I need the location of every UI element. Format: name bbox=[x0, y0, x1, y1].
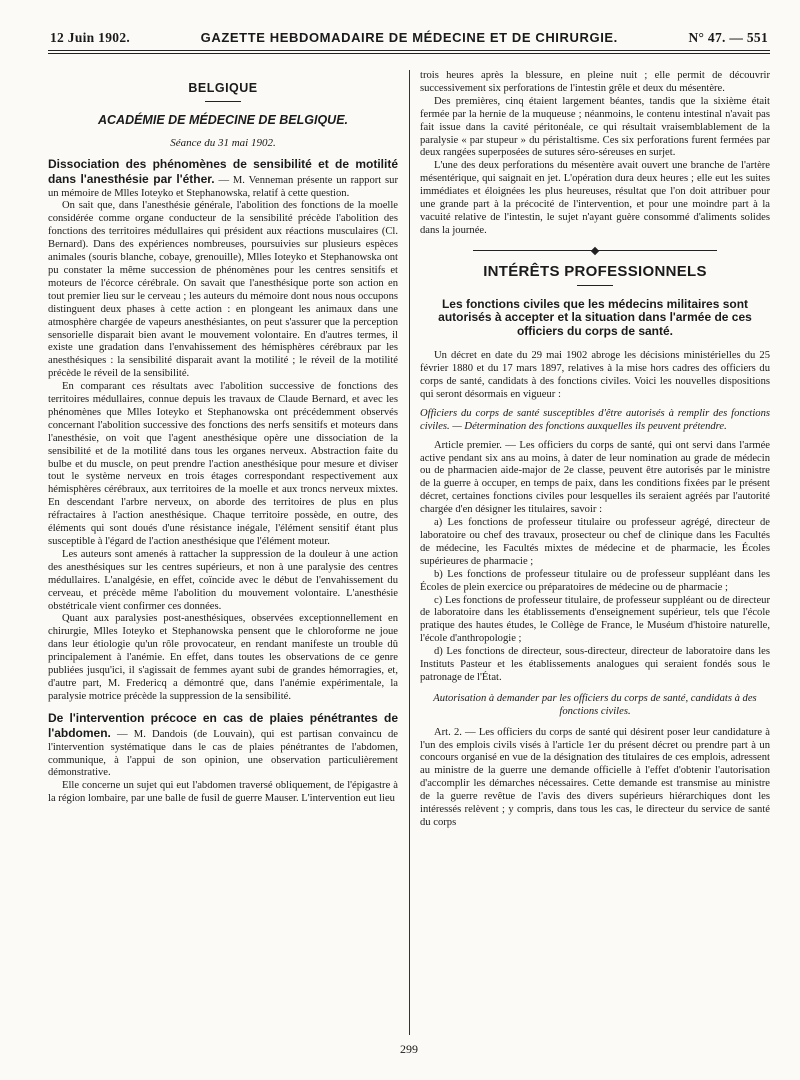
column-divider bbox=[409, 70, 410, 1035]
header-rule bbox=[48, 50, 770, 54]
academy-heading: ACADÉMIE DE MÉDECINE DE BELGIQUE. bbox=[97, 112, 349, 127]
paragraph: Les auteurs sont amenés à rattacher la suppression de la douleur à une action des anesthésiques sur les centres supérieurs, et non à une paralysie des centres médullaires. L'analgésie, en effet, coïncide avec le début de l'envahissement du cerveau, et précède même l'abolition du mouvement volontaire. L'anesthésie obstétricale vient confirmer ces données. bbox=[48, 548, 398, 612]
article2-intro bbox=[48, 712, 398, 781]
left-column bbox=[48, 70, 398, 1038]
paragraph: Article premier. — Les officiers du corps de santé, qui ont servi dans l'armée active pendant six ans au moins, à dater de leur nomination au grade de médecin ou de pharmacien aide-major de 2e classe, peuvent être autorisés par le ministre de la guerre à occuper, en temps de paix, dans les conditions fixées par le présent décret, certaines fonctions civiles pour lesquelles ils seraient agréés par l'autorité chargée d'en désigner les titulaires, savoir : bbox=[420, 439, 770, 516]
list-item: d) Les fonctions de directeur, sous-directeur, directeur de laboratoire dans les Instituts Pasteur et les établissements analogues qui seraient fondés sous le patronage de l'État. bbox=[420, 646, 770, 683]
right-column bbox=[420, 70, 770, 1038]
header-issue-page: N° 47. — 551 bbox=[688, 30, 768, 45]
article-headline: Les fonctions civiles que les médecins militaires sont autorisés à accepter et la situation dans l'armée de ces officiers du corps de santé. bbox=[438, 296, 752, 338]
divider bbox=[205, 101, 241, 102]
paragraph: En comparant ces résultats avec l'abolition successive de fonctions des territoires médullaires, connue depuis les travaux de Claude Bernard, et avec les phénomènes que Mlles Ioteyko et Stephanowska ont précédemment observés concernant l'abolition successive des fonctions des nerfs sensitifs et moteurs dans l'anesthésie, on voit que l'agent anesthésique opère une dissociation de la sensibilité et de la motilité dans tous les organes nerveux. Abstraction faite du bulbe et du muscle, on peut prendre l'action anesthésique pour mesure et diviser tout le système nerveux en trois étages correspondant respectivement aux hémisphères cérébraux, aux territoires de la moelle et aux troncs nerveux mixtes. En descendant l'arbre nerveux, on aborde des territoires de plus en plus réfractaires à l'action anesthésique. Chaque territoire possède, en outre, des éléments qui sont doués d'une résistance inégale, l'élément sensitif étant plus susceptible à l'égard de l'action anesthésique que l'élément moteur. bbox=[48, 381, 398, 547]
columns bbox=[48, 70, 770, 1038]
newspaper-page bbox=[48, 30, 770, 1070]
paragraph: Un décret en date du 29 mai 1902 abroge les décisions ministérielles du 25 février 1880 et du 17 mars 1897, relatives à la mise hors cadres des officiers du corps de santé, candidats à des fonctions civiles. Voici les nouvelles dispositions qui seront désormais en vigueur : bbox=[420, 350, 770, 400]
article1-lead: — M. Venneman présente un rapport sur un mémoire de Mlles Ioteyko et Stephanowska, relatif à cette question. bbox=[48, 174, 398, 199]
subheading: Autorisation à demander par les officiers du corps de santé, candidats à des fonctions civiles. bbox=[433, 692, 757, 717]
page-header bbox=[48, 30, 770, 50]
ornament-divider bbox=[420, 248, 770, 254]
list-item: c) Les fonctions de professeur titulaire, de professeur suppléant ou de directeur de laboratoire dans les établissements d'enseignement supérieur, tels que l'école pratique des hautes études, le Collège de France, le Muséum d'histoire naturelle, l'école d'anthropologie ; bbox=[420, 594, 770, 645]
article2-title: De l'intervention précoce en cas de plaies pénétrantes de l'abdomen. bbox=[48, 710, 398, 740]
seance-date: Séance du 31 mai 1902. bbox=[170, 136, 276, 149]
paragraph: Art. 2. — Les officiers du corps de santé qui désirent poser leur candidature à l'un des emplois civils visés à l'article 1er du présent décret ou prendre part à un concours organisé en vue de la désignation des titulaires de ces emplois, adressent au ministre de la guerre une demande officielle à l'effet d'obtenir l'autorisation d'accomplir les démarches nécessaires. Cette demande est transmise au ministre de la guerre revêtue de l'avis des divers supérieurs hiérarchiques dont les intéressés relèvent ; y compris, dans tous les cas, le directeur du service de santé du corps bbox=[420, 726, 770, 828]
article1-intro bbox=[48, 158, 398, 201]
paragraph: Des premières, cinq étaient largement béantes, tandis que la sixième était fermée par la hernie de la muqueuse ; néanmoins, le contenu intestinal n'avait pas fait issue dans la cavité péritonéale, ce qui résultait vraisemblablement de la paralysie « par stupeur » du péristaltisme. Ces six perforations furent fermées par deux rangées superposées de sutures séro-séreuses en surjet. bbox=[420, 95, 770, 159]
page-number: 299 bbox=[400, 1042, 418, 1056]
list-item: a) Les fonctions de professeur titulaire ou professeur agrégé, directeur de laboratoire ou chef des travaux, prosecteur ou chef de clinique dans les Facultés de médecine, les Facultés mixtes de médecine et de pharmacie, les Écoles supérieures de pharmacie ; bbox=[420, 517, 770, 567]
paragraph: Quant aux paralysies post-anesthésiques, observées exceptionnellement en chirurgie, Mlles Ioteyko et Stephanowska pensent que le chloroforme ne joue dans leur étiologie qu'un rôle provocateur, en rendant manifeste un trouble dû principalement à l'anémie. En effet, dans toutes les observations de ce genre publiées jusqu'ici, il s'agissait de femmes ayant subi de grandes hémorragies, et, d'autre part, M. Fredericq a démontré que, dans l'anémie expérimentale, la paralysie motrice précède la suppression de la sensibilité. bbox=[48, 613, 398, 702]
subheading: Officiers du corps de santé susceptibles d'être autorisés à remplir des fonctions civiles. — Détermination des fonctions auxquelles ils peuvent prétendre. bbox=[420, 407, 770, 432]
section-country: BELGIQUE bbox=[188, 81, 258, 95]
paragraph: On sait que, dans l'anesthésie générale, l'abolition des fonctions de la moelle considérée comme organe conducteur de la sensibilité précède l'abolition des fonctions des territoires médullaires qui président aux réactions musculaires (Cl. Bernard). Dans des expériences nombreuses, poursuivies sur plusieurs espèces animales (souris blanche, cobaye, grenouille), Mlles Ioteyko et Stephanowska ont pu constater la même succession de phénomènes pour les centres sensitifs et moteurs de l'écorce cérébrale. On savait que l'anesthésique porte son action en tout premier lieu sur le cerveau ; les auteurs du mémoire dont nous nous occupons distinguent deux phases à cette action : en plongeant les animaux dans une atmosphère chargée de vapeurs anesthésiantes, on peut s'assurer que la perception sensorielle disparait bien avant le mouvement volontaire. En d'autres termes, il existe une gradation dans l'envahissement des hémisphères cérébraux par les anesthésiques : la sensibilité disparait avant la motilité ; le réveil de la motilité précède le réveil de la sensibilité. bbox=[48, 200, 398, 380]
paragraph: trois heures après la blessure, en pleine nuit ; elle permit de découvrir successivement six perforations de l'intestin grêle et deux du mésentère. bbox=[420, 70, 770, 94]
header-date: 12 Juin 1902. bbox=[50, 30, 131, 45]
diamond-icon bbox=[591, 247, 599, 255]
paragraph: Elle concerne un sujet qui eut l'abdomen traversé obliquement, de l'épigastre à la région lombaire, par une balle de fusil de guerre Mauser. L'intervention eut lieu bbox=[48, 780, 398, 805]
divider bbox=[577, 285, 613, 286]
article2-lead: — M. Dandois (de Louvain), qui est partisan convaincu de l'intervention systématique dans le cas de plaies pénétrantes de l'abdomen, communique, à l'appui de son opinion, une observation particulièrement démonstrative. bbox=[48, 728, 398, 779]
section-title: INTÉRÊTS PROFESSIONNELS bbox=[483, 262, 707, 280]
article1-title: Dissociation des phénomènes de sensibilité et de motilité dans l'anesthésie par l'éther. bbox=[48, 156, 398, 186]
paragraph: L'une des deux perforations du mésentère avait ouvert une branche de l'artère mésentérique, qui saignait en jet. L'opération dura deux heures ; elle eut les suites immédiates et éloignées les plus heureuses, résultat que l'on doit attribuer pour une grande part à la précocité de l'intervention, et pour une moindre part à la vacuité relative de l'intestin, le sujet n'ayant guère consommé d'aliments solides dans la journée. bbox=[420, 160, 770, 236]
journal-title: GAZETTE HEBDOMADAIRE DE MÉDECINE ET DE CHIRURGIE. bbox=[200, 30, 618, 45]
list-item: b) Les fonctions de professeur titulaire ou de professeur suppléant dans les Écoles de plein exercice ou préparatoires de médecine ou de pharmacie ; bbox=[420, 568, 770, 593]
